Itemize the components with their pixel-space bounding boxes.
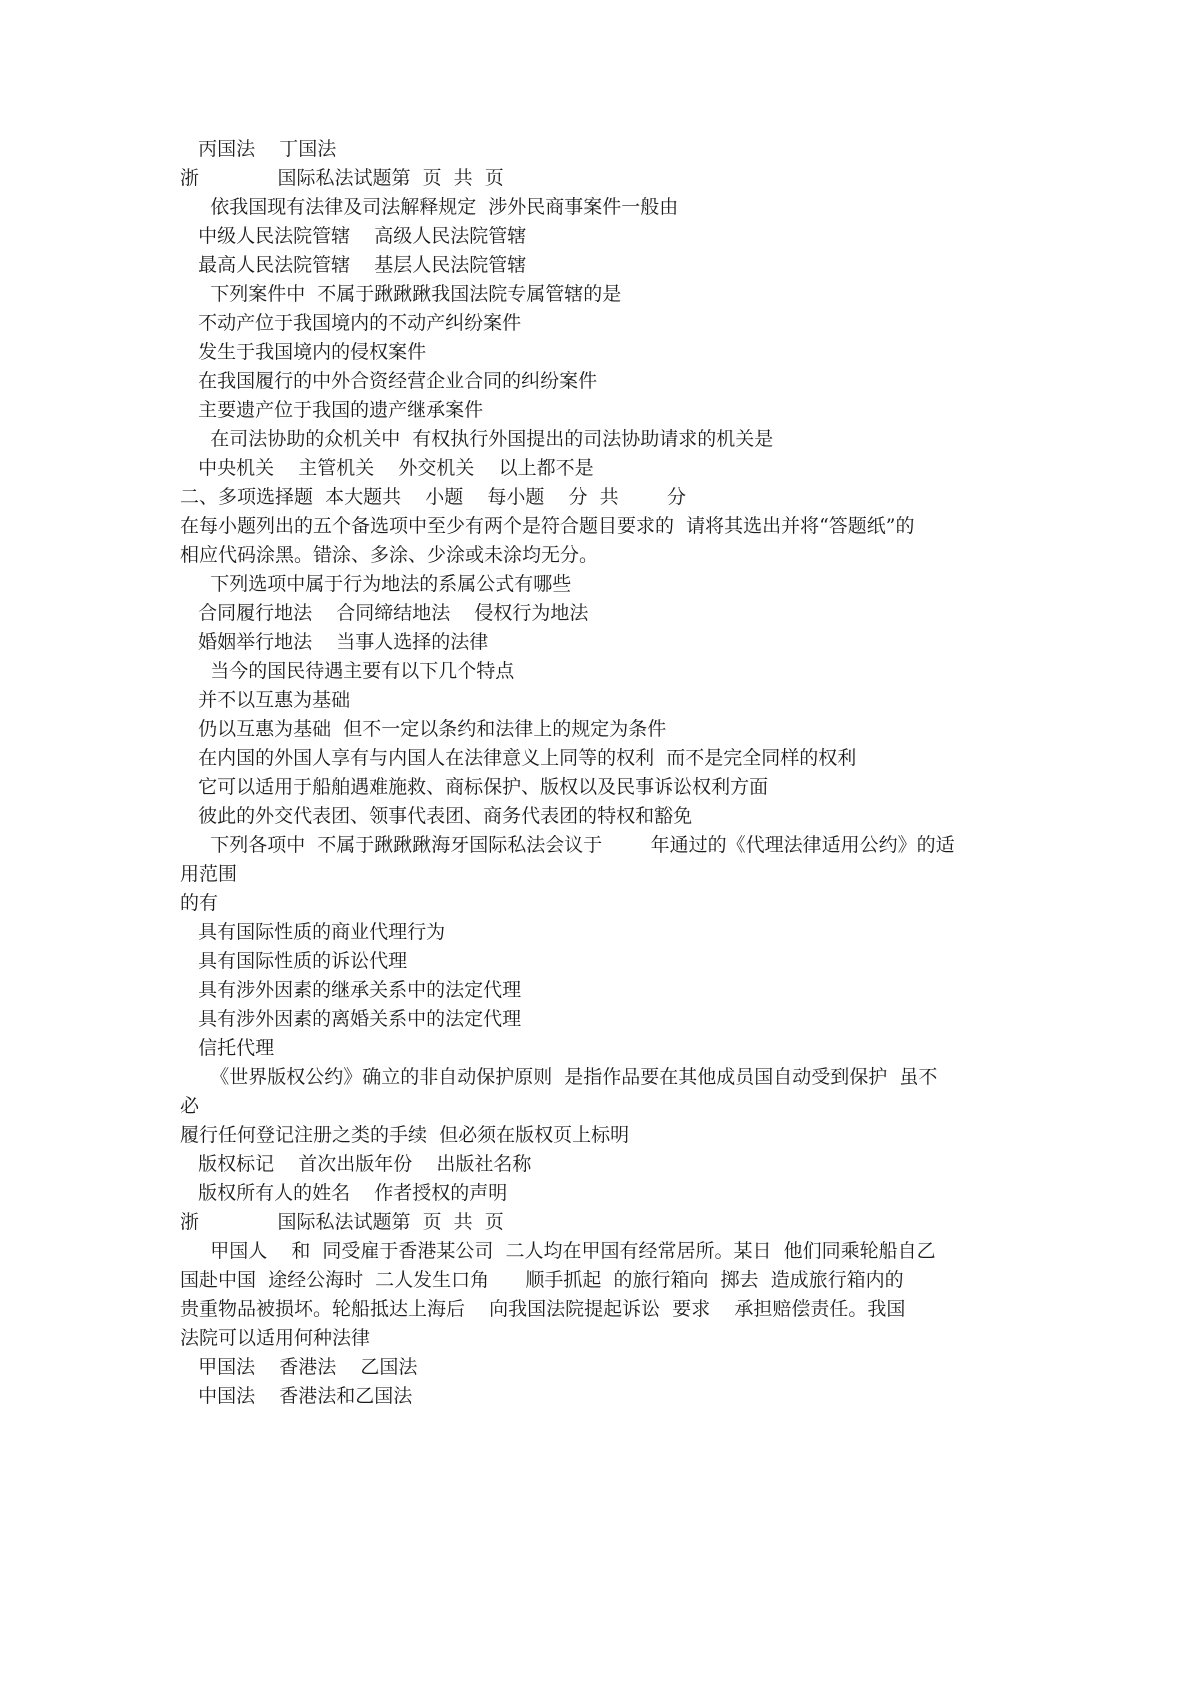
answer-option: 甲国法 香港法 乙国法 — [180, 1356, 418, 1378]
answer-option: 主要遗产位于我国的遗产继承案件 — [180, 399, 484, 421]
answer-option: 在内国的外国人享有与内国人在法律意义上同等的权利 而不是完全同样的权利 — [180, 747, 857, 769]
answer-option: 具有涉外因素的离婚关系中的法定代理 — [180, 1008, 522, 1030]
section-instructions: 相应代码涂黑。错涂、多涂、少涂或未涂均无分。 — [180, 544, 599, 566]
answer-option: 版权所有人的姓名 作者授权的声明 — [180, 1182, 508, 1204]
answer-option: 中级人民法院管辖 高级人民法院管辖 — [180, 225, 527, 247]
answer-option: 彼此的外交代表团、领事代表团、商务代表团的特权和豁免 — [180, 805, 693, 827]
answer-option: 具有涉外因素的继承关系中的法定代理 — [180, 979, 522, 1001]
section-instructions: 在每小题列出的五个备选项中至少有两个是符合题目要求的 请将其选出并将“答题纸”的 — [180, 515, 915, 537]
question-stem: 必 — [180, 1095, 200, 1117]
question-stem: 用范围 — [180, 863, 238, 885]
question-stem: 的有 — [180, 892, 219, 914]
answer-option: 中国法 香港法和乙国法 — [180, 1385, 413, 1407]
question-stem: 依我国现有法律及司法解释规定 涉外民商事案件一般由 — [180, 196, 679, 218]
question-stem: 在司法协助的众机关中 有权执行外国提出的司法协助请求的机关是 — [180, 428, 774, 450]
answer-option: 具有国际性质的诉讼代理 — [180, 950, 408, 972]
question-stem: 《世界版权公约》确立的非自动保护原则 是指作品要在其他成员国自动受到保护 虽不 — [180, 1066, 938, 1088]
question-stem: 下列各项中 不属于踿踿踿海牙国际私法会议于 年通过的《代理法律适用公约》的适 — [180, 834, 955, 856]
question-stem: 下列案件中 不属于踿踿踿我国法院专属管辖的是 — [180, 283, 622, 305]
question-stem: 履行任何登记注册之类的手续 但必须在版权页上标明 — [180, 1124, 630, 1146]
question-stem: 贵重物品被损坏。轮船抵达上海后 向我国法院提起诉讼 要求 承担赔偿责任。我国 — [180, 1298, 906, 1320]
page-footer: 浙 国际私法试题第 页 共 页 — [180, 167, 504, 189]
question-stem: 甲国人 和 同受雇于香港某公司 二人均在甲国有经常居所。某日 他们同乘轮船自乙 — [180, 1240, 936, 1262]
question-stem: 国赴中国 途经公海时 二人发生口角 顺手抓起 的旅行箱向 掷去 造成旅行箱内的 — [180, 1269, 904, 1291]
question-stem: 法院可以适用何种法律 — [180, 1327, 371, 1349]
answer-option: 不动产位于我国境内的不动产纠纷案件 — [180, 312, 522, 334]
answer-option: 中央机关 主管机关 外交机关 以上都不是 — [180, 457, 594, 479]
answer-option: 它可以适用于船舶遇难施救、商标保护、版权以及民事诉讼权利方面 — [180, 776, 769, 798]
answer-option: 具有国际性质的商业代理行为 — [180, 921, 446, 943]
answer-option: 版权标记 首次出版年份 出版社名称 — [180, 1153, 532, 1175]
page-footer: 浙 国际私法试题第 页 共 页 — [180, 1211, 504, 1233]
answer-option: 在我国履行的中外合资经营企业合同的纠纷案件 — [180, 370, 598, 392]
answer-option: 合同履行地法 合同缔结地法 侵权行为地法 — [180, 602, 589, 624]
question-stem: 当今的国民待遇主要有以下几个特点 — [180, 660, 515, 682]
section-heading: 二、多项选择题 本大题共 小题 每小题 分 共 分 — [180, 486, 686, 508]
answer-option: 最高人民法院管辖 基层人民法院管辖 — [180, 254, 527, 276]
answer-option: 发生于我国境内的侵权案件 — [180, 341, 427, 363]
text-line: 丙国法 丁国法 — [180, 138, 337, 160]
answer-option: 仍以互惠为基础 但不一定以条约和法律上的规定为条件 — [180, 718, 667, 740]
answer-option: 并不以互惠为基础 — [180, 689, 351, 711]
question-stem: 下列选项中属于行为地法的系属公式有哪些 — [180, 573, 572, 595]
answer-option: 信托代理 — [180, 1037, 275, 1059]
answer-option: 婚姻举行地法 当事人选择的法律 — [180, 631, 489, 653]
